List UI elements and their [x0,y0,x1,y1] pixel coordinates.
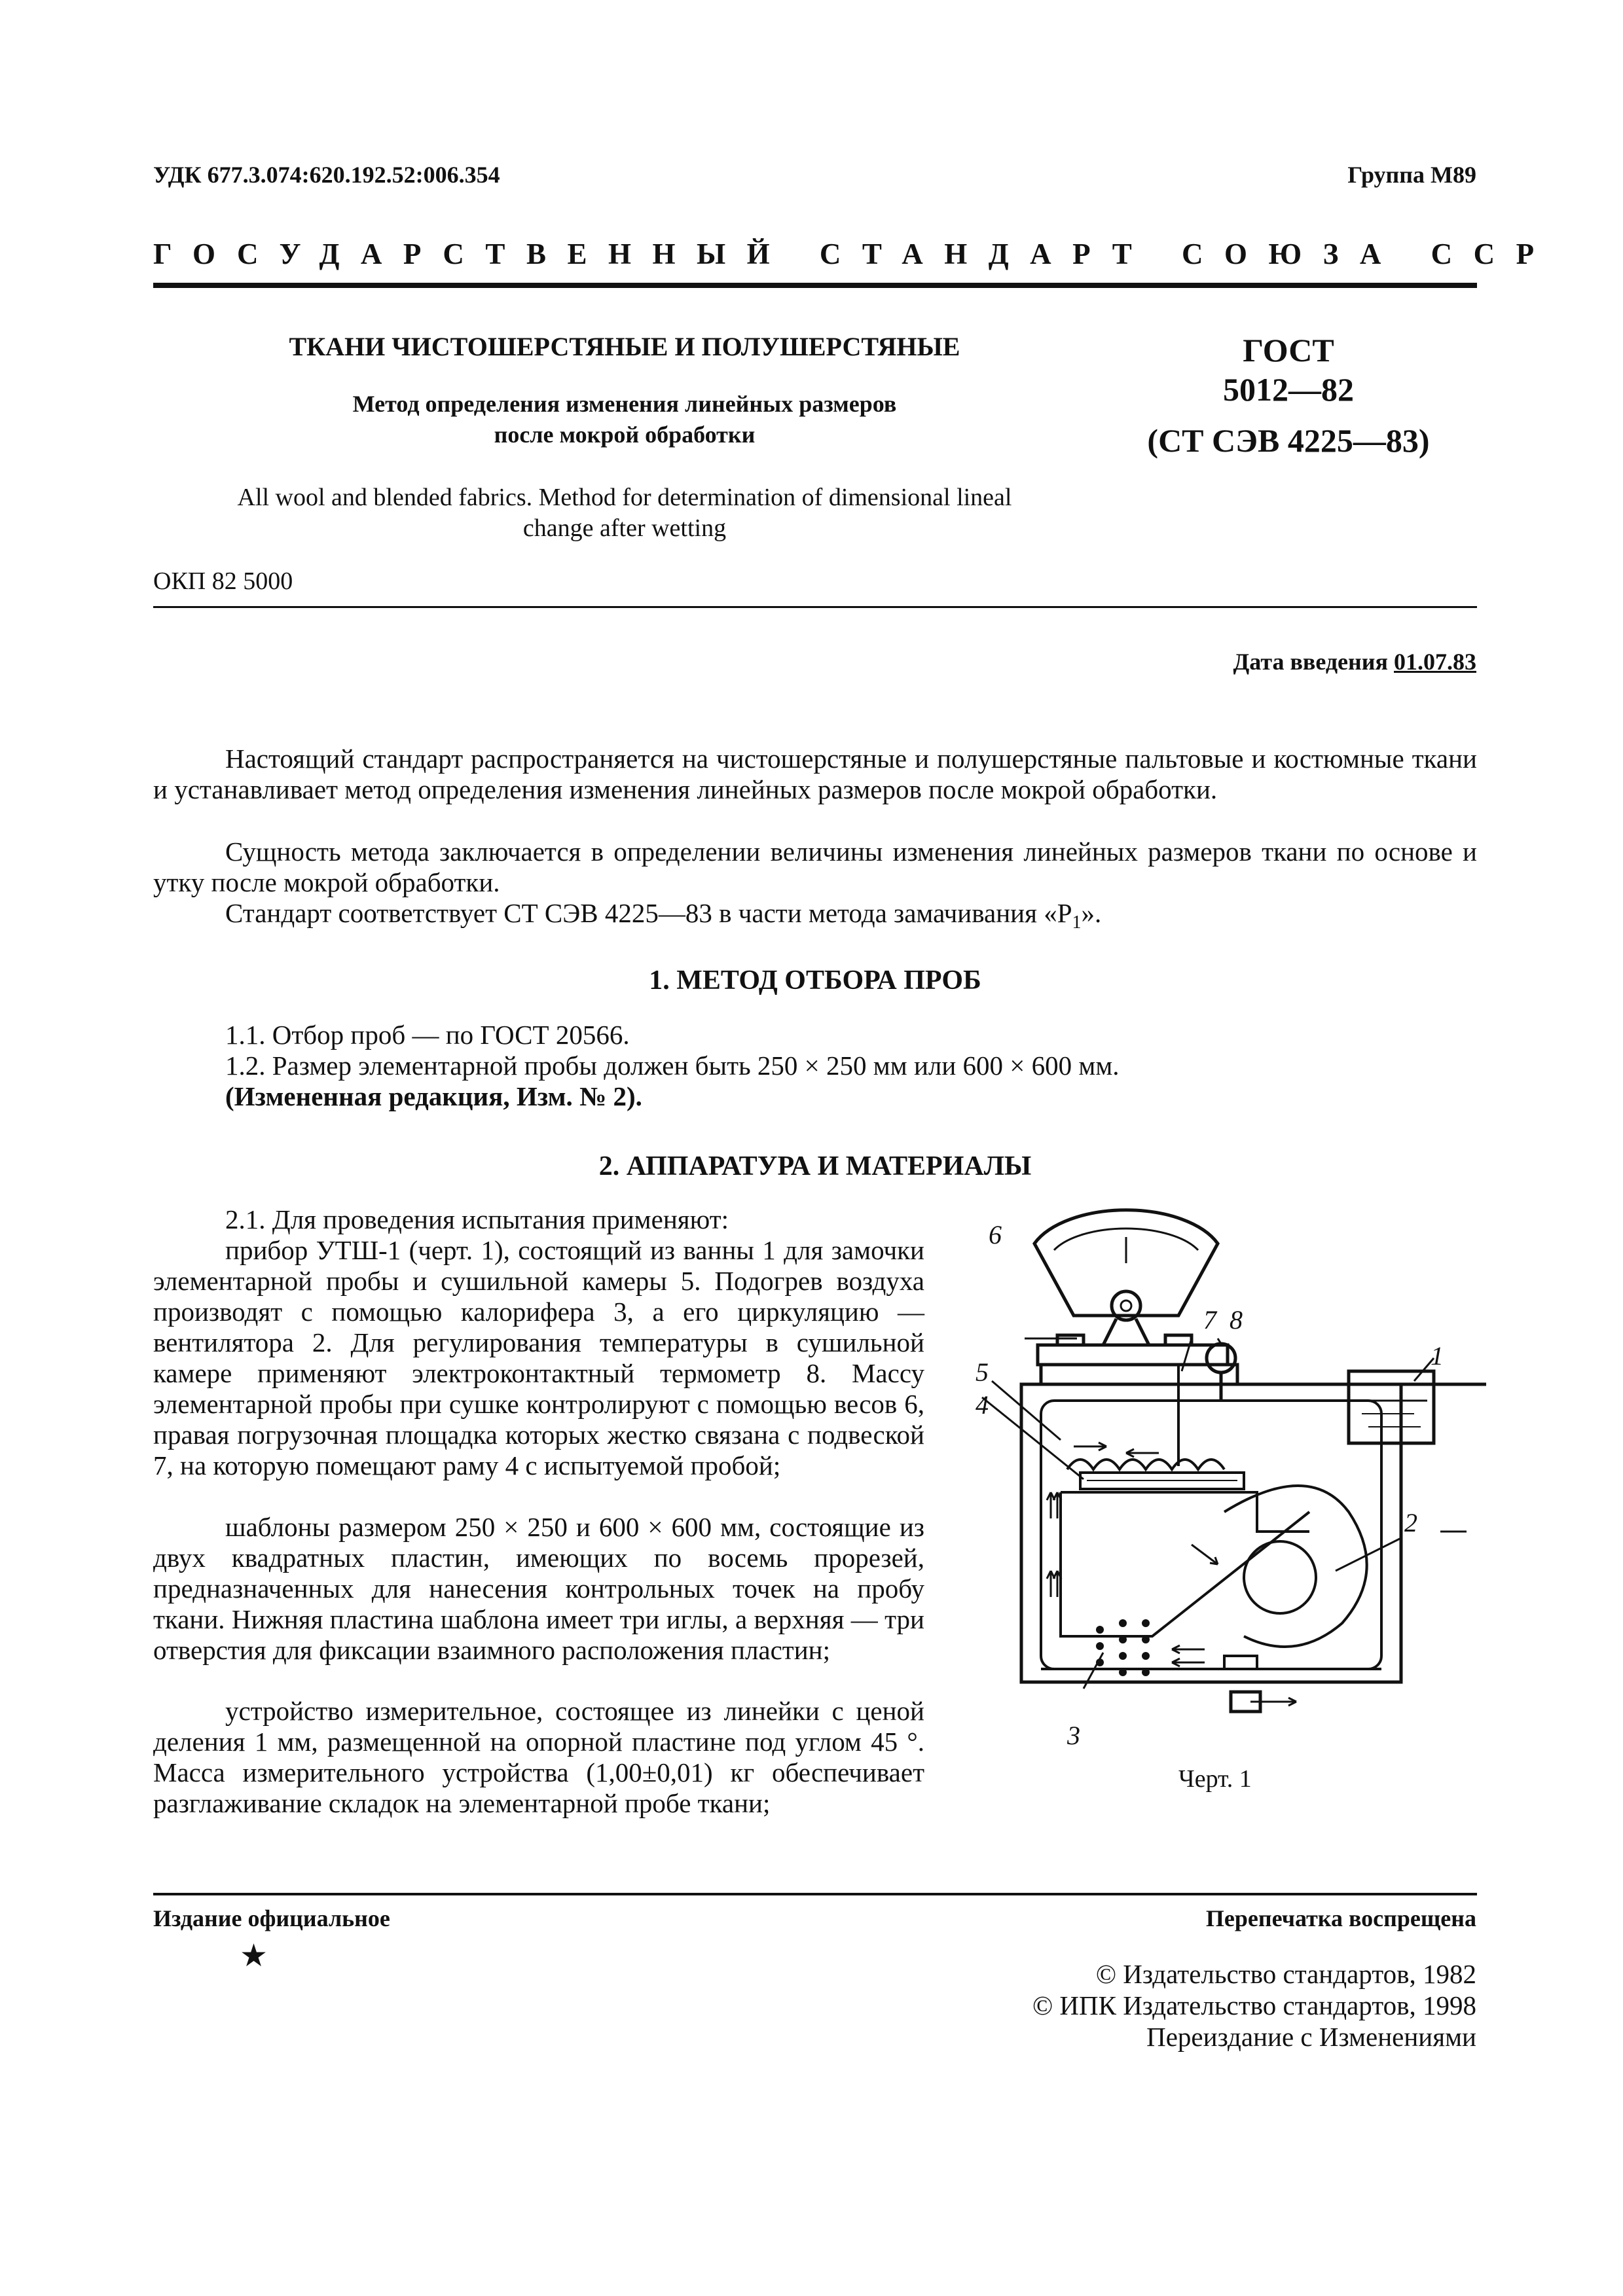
section-2-templates-paragraph: шаблоны размером 250 × 250 и 600 × 600 мм, состоящие из двух квадратных пластин, имеющих по восемь прорезей, предназначенных для нанесения контрольных точек на пробу ткани. Нижняя пластина шаблона имеет три иглы, а верхняя — три отверстия для фиксации взаимного расположения пластин; [153,1512,924,1665]
heater-grid [1096,1619,1150,1676]
intro-paragraph-3 [153,898,1477,938]
intro-paragraph-2: Сущность метода заключается в определении величины изменения линейных размеров ткани по основе и утку после мокрой обработки. [153,836,1477,897]
lid [1038,1345,1228,1365]
standard-banner: ГОСУДАРСТВЕННЫЙ СТАНДАРТ СОЮЗА ССР [153,238,1556,270]
gost-number: 5012—82 [1223,371,1354,408]
copyright-1998: © ИПК Издательство стандартов, 1998 [1032,1990,1476,2020]
footer-rule [153,1893,1477,1895]
reissue-note: Переиздание с Изменениями [1146,2022,1476,2052]
intro-paragraph-1: Настоящий стандарт распространяется на чистошерстяные и полушерстяные пальтовые и костюмные ткани и устанавливает метод определения изменения линейных размеров после мокрой обработки. [153,744,1477,804]
gost-number-title: ГОСТ [1243,332,1334,368]
intro-date-label: Дата введения [1233,649,1388,675]
star-mark: ★ [240,1937,268,1974]
banner-rule [153,283,1477,288]
intro-paragraph-3-main: Стандарт соответствует СТ СЭВ 4225—83 в части метода замачивания «Р [225,898,1072,928]
doc-subtitle-line2: после мокрой обработки [494,422,756,448]
gost-cmea-number: (СТ СЭВ 4225—83) [1147,422,1430,459]
section-1-item-1: 1.1. Отбор проб — по ГОСТ 20566. [225,1020,630,1050]
section-1-item-2: 1.2. Размер элементарной пробы должен быть 250 × 250 мм или 600 × 600 мм. [225,1050,1120,1081]
figure-label-8: 8 [1230,1305,1243,1335]
figure-caption: Черт. 1 [1178,1765,1252,1793]
english-title-line1: All wool and blended fabrics. Method for determination of dimensional lineal [237,484,1012,511]
figure-label-7: 7 [1203,1305,1216,1335]
heater-coil [1067,1460,1224,1469]
reprint-prohibited: Перепечатка воспрещена [1205,1905,1476,1931]
section-2-heading: 2. АППАРАТУРА И МАТЕРИАЛЫ [598,1151,1032,1181]
udk-code: УДК 677.3.074:620.192.52:006.354 [153,162,500,188]
chamber-inner [1041,1401,1381,1669]
figure-label-5: 5 [976,1357,989,1387]
intro-date [1233,648,1477,675]
section-2-device-paragraph: прибор УТШ-1 (черт. 1), состоящий из ванны 1 для замочки элементарной пробы и сушильной камеры 5. Подогрев воздуха производят с помощью калорифера 3, а его циркуляцию — вентилятора 2. Для регулирования температуры в сушильной камере применяют электроконтактный термометр 8. Массу элементарной пробы при сушке контролируют с помощью весов 6, правая погрузочная площадка которых жестко связана с подвеской 7, на которую помещают раму 4 с испытуемой пробой; [153,1235,924,1480]
section-1-amendment: (Измененная редакция, Изм. № 2). [225,1081,642,1111]
section-2-item-1: 2.1. Для проведения испытания применяют: [225,1204,729,1234]
thermometer [1207,1344,1235,1372]
copyright-1982: © Издательство стандартов, 1982 [1095,1959,1476,1989]
chamber-base [1041,1656,1381,1669]
title-rule [153,606,1477,608]
fan [1244,1541,1316,1613]
intro-paragraph-3-subscript: 1 [1072,912,1082,933]
intro-date-value: 01.07.83 [1394,649,1476,675]
section-2-measure-paragraph: устройство измерительное, состоящее из линейки с ценой деления 1 мм, размещенной на опорной пластине под углом 45 °. Масса измерительного устройства (1,00±0,01) кг обеспечивает разглаживание складок на элементарной пробе ткани; [153,1696,924,1818]
official-edition: Издание официальное [153,1905,390,1931]
figure-label-1: 1 [1431,1341,1444,1371]
doc-title: ТКАНИ ЧИСТОШЕРСТЯНЫЕ И ПОЛУШЕРСТЯНЫЕ [289,332,960,361]
okp-code: ОКП 82 5000 [153,567,293,595]
doc-subtitle-line1: Метод определения изменения линейных размеров [352,391,897,417]
bath [1349,1371,1434,1443]
english-title-line2: change after wetting [522,514,727,542]
figure-label-4: 4 [976,1390,989,1420]
intro-paragraph-3-end: ». [1081,898,1102,928]
figure-utsh1-device [943,1204,1486,1793]
figure-label-6: 6 [989,1220,1002,1249]
section-1-heading: 1. МЕТОД ОТБОРА ПРОБ [649,965,981,996]
figure-label-2: 2 [1404,1508,1417,1537]
group-code: Группа М89 [1347,162,1476,188]
figure-label-3: 3 [1067,1721,1080,1750]
